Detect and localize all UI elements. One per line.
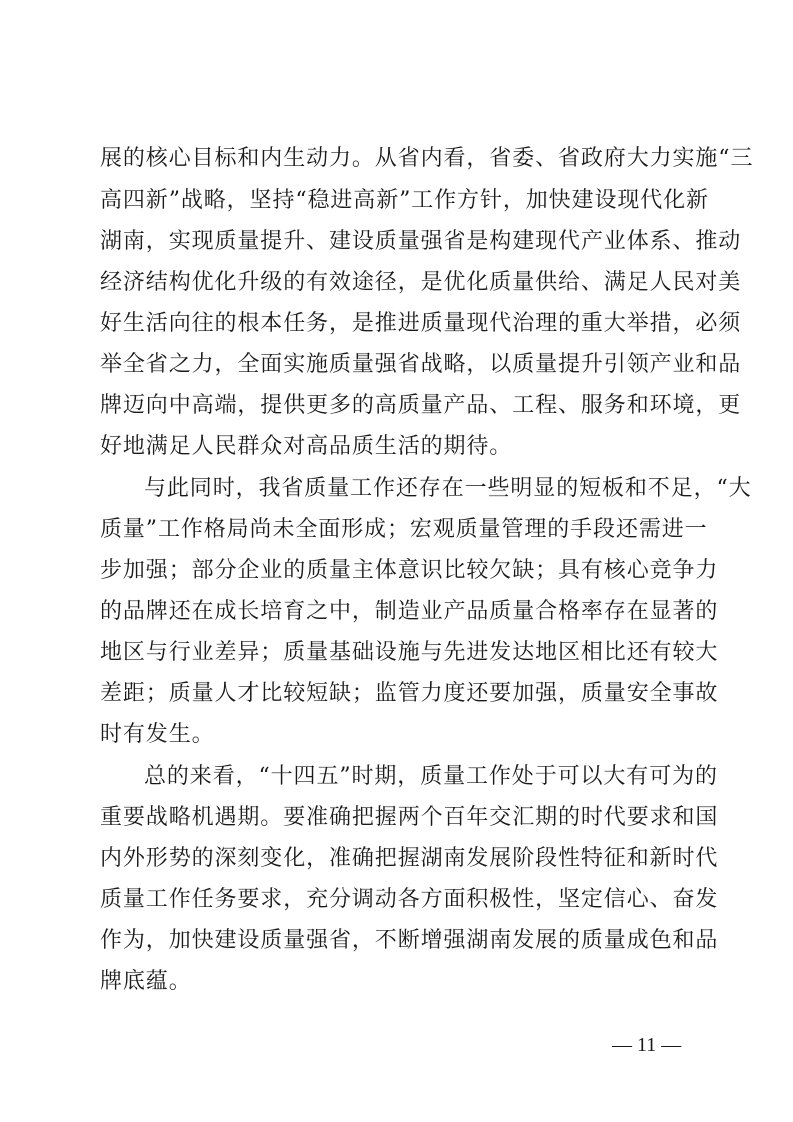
paragraph-1-line-2: 高四新”战略，坚持“稳进高新”工作方针，加快建设现代化新 xyxy=(100,188,709,213)
paragraph-1-line-7: 牌迈向中高端，提供更多的高质量产品、工程、服务和环境，更 xyxy=(100,393,742,418)
page-number: — 11 — xyxy=(612,1034,682,1056)
paragraph-1-line-4: 经济结构优化升级的有效途径，是优化质量供给、满足人民对美 xyxy=(100,270,742,295)
paragraph-1-line-3: 湖南，实现质量提升、建设质量强省是构建现代产业体系、推动 xyxy=(100,229,742,254)
paragraph-3-line-4: 质量工作任务要求，充分调动各方面积极性，坚定信心、奋发 xyxy=(100,887,719,912)
paragraph-3-line-1: 总的来看，“十四五”时期，质量工作处于可以大有可为的 xyxy=(144,764,718,789)
paragraph-3-line-6: 牌底蕴。 xyxy=(100,969,192,994)
paragraph-2-line-1: 与此同时，我省质量工作还存在一些明显的短板和不足，“大 xyxy=(144,476,752,501)
paragraph-1-line-6: 举全省之力，全面实施质量强省战略，以质量提升引领产业和品 xyxy=(100,352,742,377)
paragraph-2-line-2: 质量”工作格局尚未全面形成；宏观质量管理的手段还需进一 xyxy=(100,517,708,542)
paragraph-1-line-1: 展的核心目标和内生动力。从省内看，省委、省政府大力实施“三 xyxy=(100,146,754,171)
paragraph-1-line-5: 好生活向往的根本任务，是推进质量现代治理的重大举措，必须 xyxy=(100,311,742,336)
paragraph-2-line-4: 的品牌还在成长培育之中，制造业产品质量合格率存在显著的 xyxy=(100,599,719,624)
paragraph-3-line-2: 重要战略机遇期。要准确把握两个百年交汇期的时代要求和国 xyxy=(100,805,719,830)
paragraph-2-line-6: 差距；质量人才比较短缺；监管力度还要加强，质量安全事故 xyxy=(100,681,719,706)
paragraph-1-line-8: 好地满足人民群众对高品质生活的期待。 xyxy=(100,434,513,459)
paragraph-2-line-3: 步加强；部分企业的质量主体意识比较欠缺；具有核心竞争力 xyxy=(100,558,719,583)
paragraph-3-line-5: 作为，加快建设质量强省，不断增强湖南发展的质量成色和品 xyxy=(100,928,719,953)
paragraph-3-line-3: 内外形势的深刻变化，准确把握湖南发展阶段性特征和新时代 xyxy=(100,846,719,871)
paragraph-2-line-7: 时有发生。 xyxy=(100,722,215,747)
paragraph-2-line-5: 地区与行业差异；质量基础设施与先进发达地区相比还有较大 xyxy=(100,640,719,665)
